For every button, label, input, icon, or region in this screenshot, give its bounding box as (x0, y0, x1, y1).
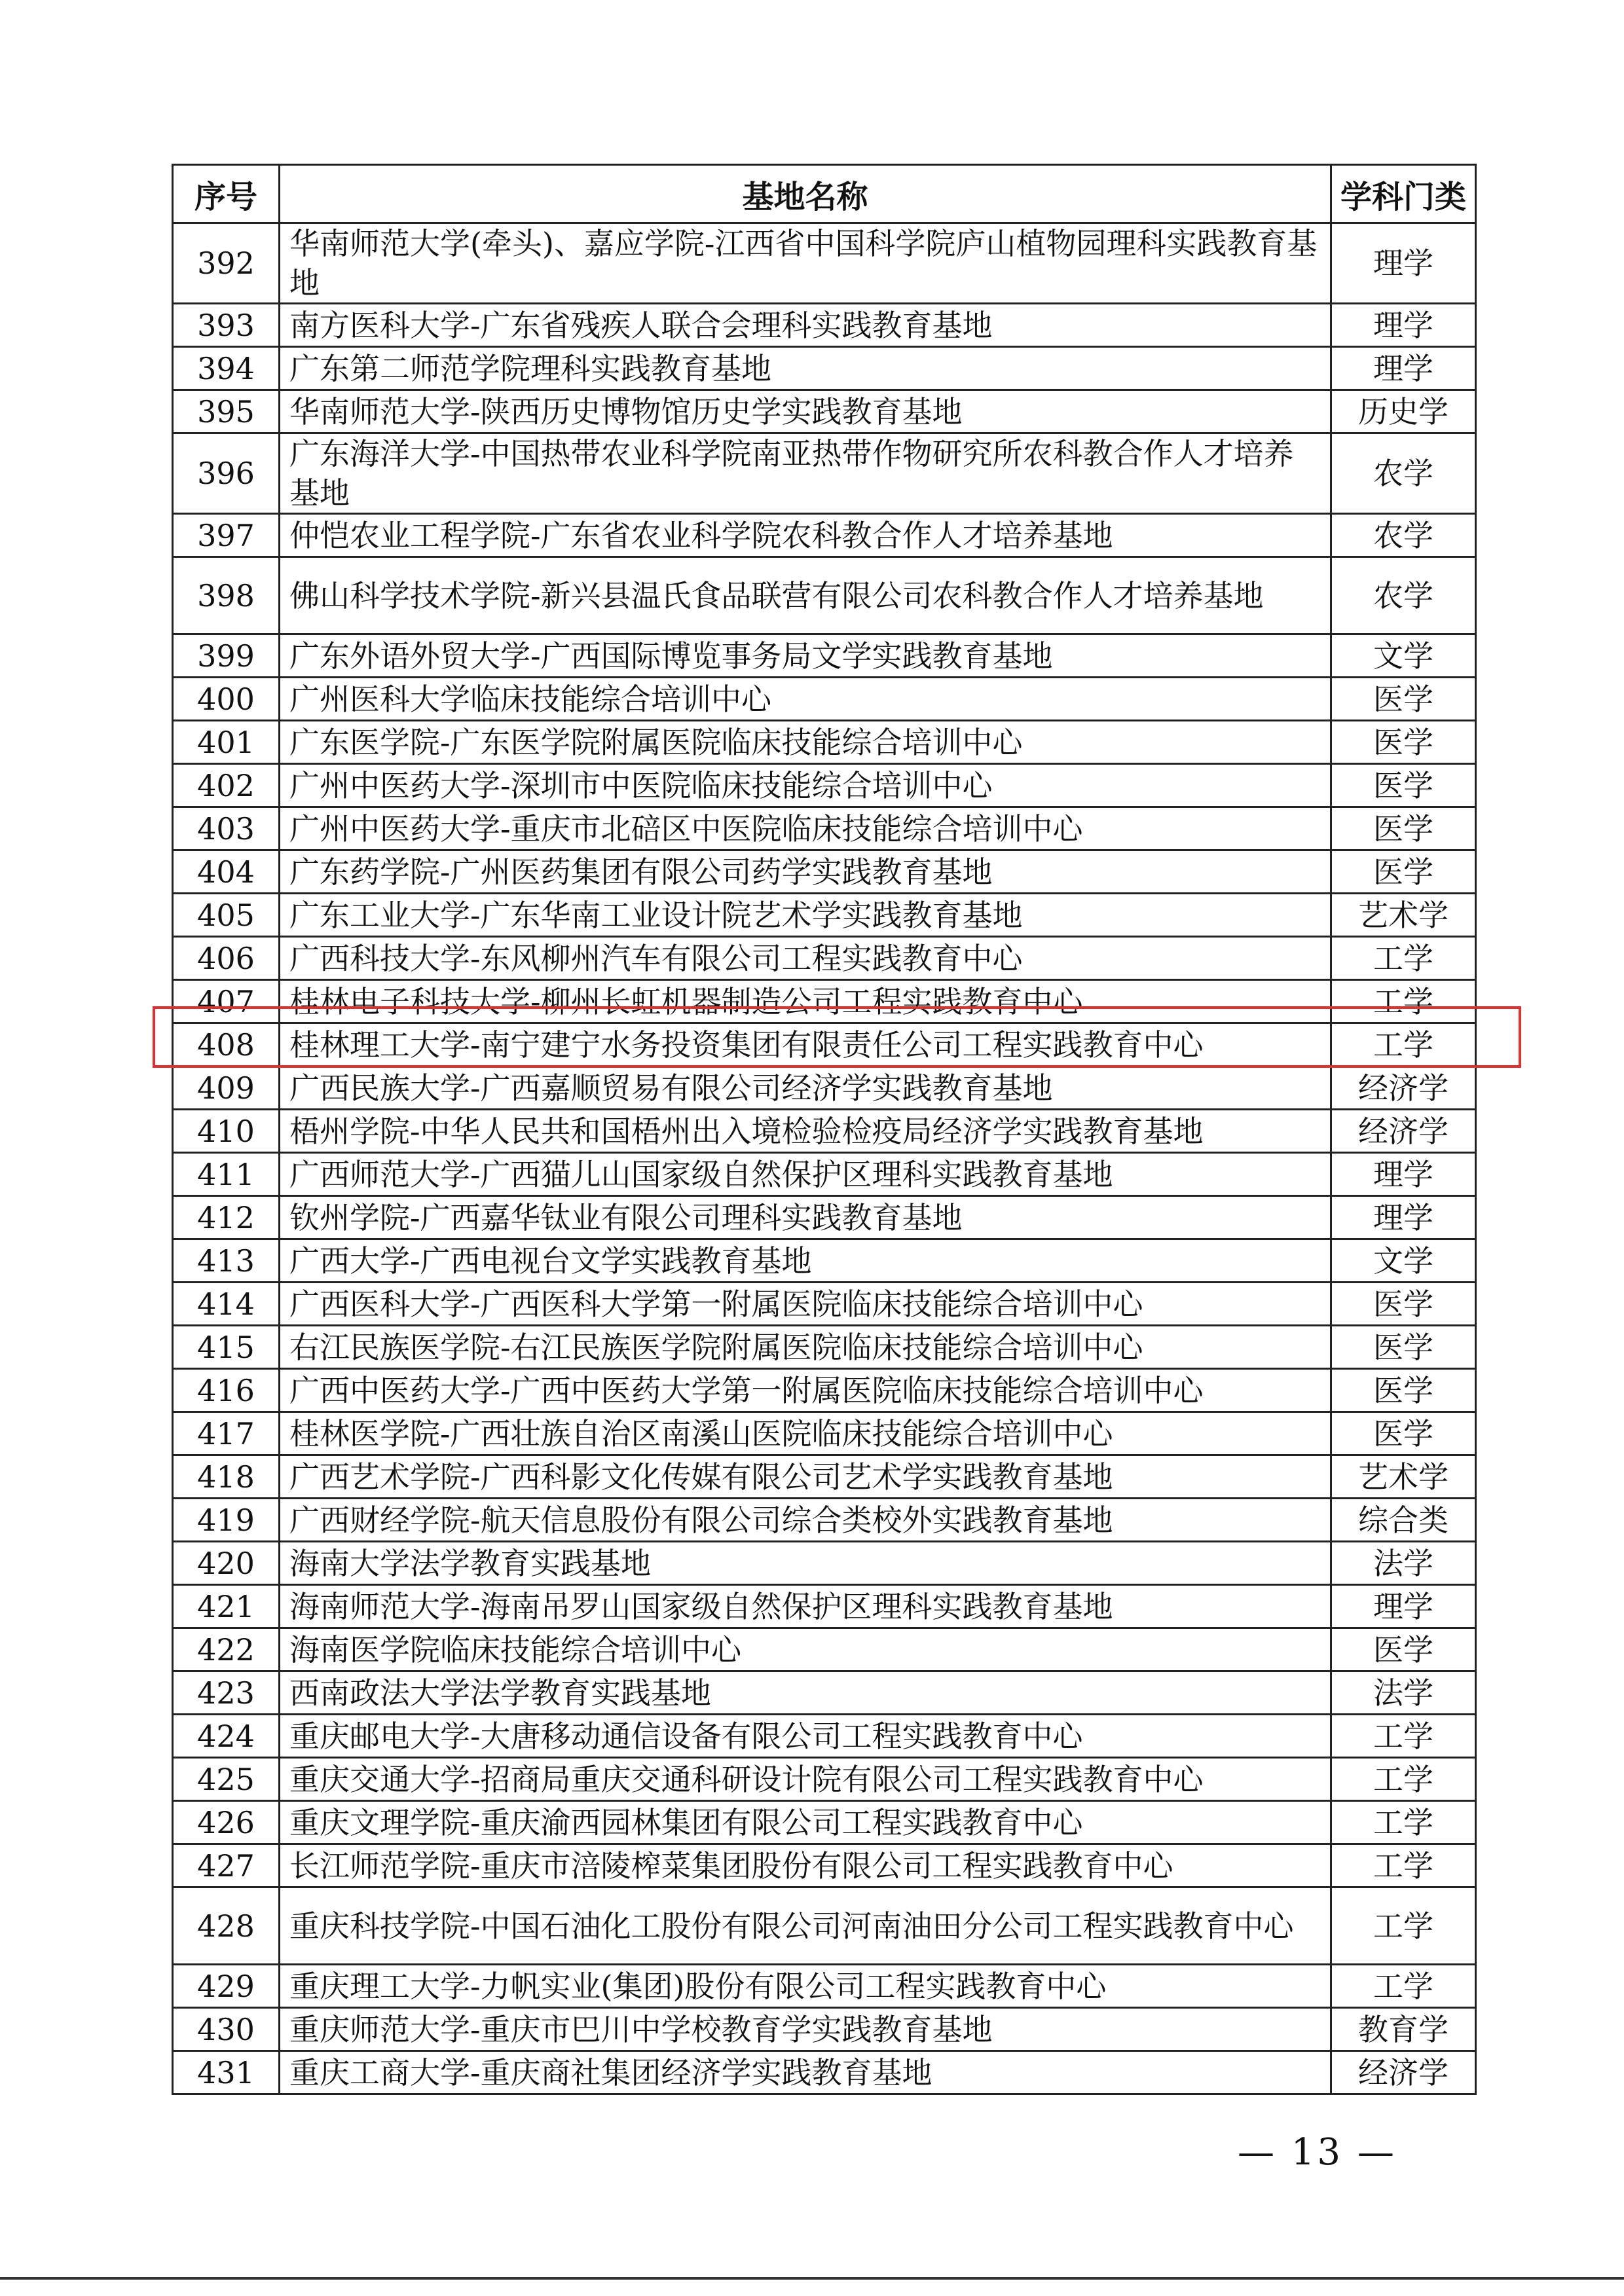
row-base-name: 重庆交通大学-招商局重庆交通科研设计院有限公司工程实践教育中心 (280, 1758, 1331, 1801)
table-row (173, 557, 1476, 634)
row-base-name: 海南医学院临床技能综合培训中心 (280, 1628, 1331, 1671)
row-base-name: 重庆邮电大学-大唐移动通信设备有限公司工程实践教育中心 (280, 1715, 1331, 1758)
row-discipline: 工学 (1331, 937, 1476, 980)
table-row (173, 1887, 1476, 1965)
row-base-name: 重庆工商大学-重庆商社集团经济学实践教育基地 (280, 2051, 1331, 2094)
base-list-table (172, 164, 1477, 2095)
table-row (173, 347, 1476, 390)
row-discipline: 工学 (1331, 1715, 1476, 1758)
row-base-name: 广西艺术学院-广西科影文化传媒有限公司艺术学实践教育基地 (280, 1455, 1331, 1499)
row-number: 416 (173, 1369, 280, 1412)
row-number: 424 (173, 1715, 280, 1758)
table-row (173, 1585, 1476, 1628)
table-body (173, 223, 1476, 2094)
row-discipline: 经济学 (1331, 1066, 1476, 1110)
row-number: 422 (173, 1628, 280, 1671)
table-row (173, 1542, 1476, 1585)
table-row (173, 1844, 1476, 1887)
table-row (173, 937, 1476, 980)
table-row (173, 1110, 1476, 1153)
row-base-name: 重庆文理学院-重庆渝西园林集团有限公司工程实践教育中心 (280, 1801, 1331, 1844)
row-discipline: 工学 (1331, 1758, 1476, 1801)
row-number: 429 (173, 1965, 280, 2008)
table-row (173, 1412, 1476, 1455)
row-discipline: 工学 (1331, 980, 1476, 1023)
row-number: 394 (173, 347, 280, 390)
row-base-name: 广东医学院-广东医学院附属医院临床技能综合培训中心 (280, 721, 1331, 764)
row-base-name: 梧州学院-中华人民共和国梧州出入境检验检疫局经济学实践教育基地 (280, 1110, 1331, 1153)
base-list-table-container (172, 164, 1475, 2095)
table-row (173, 1965, 1476, 2008)
row-number: 428 (173, 1887, 280, 1965)
table-row (173, 1196, 1476, 1239)
row-number: 415 (173, 1326, 280, 1369)
row-discipline: 法学 (1331, 1542, 1476, 1585)
table-row (173, 1153, 1476, 1196)
table-row (173, 850, 1476, 894)
row-base-name: 长江师范学院-重庆市涪陵榨菜集团股份有限公司工程实践教育中心 (280, 1844, 1331, 1887)
row-discipline: 综合类 (1331, 1499, 1476, 1542)
row-base-name: 广西科技大学-东风柳州汽车有限公司工程实践教育中心 (280, 937, 1331, 980)
row-number: 423 (173, 1671, 280, 1715)
row-discipline: 医学 (1331, 1326, 1476, 1369)
row-number: 405 (173, 894, 280, 937)
row-number: 392 (173, 223, 280, 304)
row-discipline: 医学 (1331, 807, 1476, 850)
row-base-name: 佛山科学技术学院-新兴县温氏食品联营有限公司农科教合作人才培养基地 (280, 557, 1331, 634)
row-number: 412 (173, 1196, 280, 1239)
row-base-name: 南方医科大学-广东省残疾人联合会理科实践教育基地 (280, 304, 1331, 347)
row-number: 413 (173, 1239, 280, 1283)
row-discipline: 农学 (1331, 433, 1476, 514)
row-discipline: 文学 (1331, 1239, 1476, 1283)
row-discipline: 工学 (1331, 1844, 1476, 1887)
header-serial-number: 序号 (173, 165, 280, 223)
row-base-name: 海南师范大学-海南吊罗山国家级自然保护区理科实践教育基地 (280, 1585, 1331, 1628)
row-number: 427 (173, 1844, 280, 1887)
row-base-name: 广西医科大学-广西医科大学第一附属医院临床技能综合培训中心 (280, 1283, 1331, 1326)
row-number: 419 (173, 1499, 280, 1542)
table-row (173, 634, 1476, 678)
table-row (173, 1066, 1476, 1110)
header-base-name: 基地名称 (280, 165, 1331, 223)
highlight-box-row-407 (153, 1006, 1521, 1068)
table-row (173, 390, 1476, 433)
row-number: 400 (173, 678, 280, 721)
row-discipline: 理学 (1331, 347, 1476, 390)
row-base-name: 广西民族大学-广西嘉顺贸易有限公司经济学实践教育基地 (280, 1066, 1331, 1110)
row-discipline: 医学 (1331, 678, 1476, 721)
bottom-scan-edge (0, 2277, 1624, 2280)
row-discipline: 医学 (1331, 1369, 1476, 1412)
table-row (173, 678, 1476, 721)
table-row (173, 1239, 1476, 1283)
row-number: 414 (173, 1283, 280, 1326)
table-row (173, 1369, 1476, 1412)
row-base-name: 桂林医学院-广西壮族自治区南溪山医院临床技能综合培训中心 (280, 1412, 1331, 1455)
row-number: 402 (173, 764, 280, 807)
table-row (173, 223, 1476, 304)
table-header-row (173, 165, 1476, 223)
row-discipline: 工学 (1331, 1887, 1476, 1965)
row-number: 418 (173, 1455, 280, 1499)
row-base-name: 广东海洋大学-中国热带农业科学院南亚热带作物研究所农科教合作人才培养基地 (280, 433, 1331, 514)
row-base-name: 广西师范大学-广西猫儿山国家级自然保护区理科实践教育基地 (280, 1153, 1331, 1196)
row-discipline: 经济学 (1331, 1110, 1476, 1153)
row-number: 404 (173, 850, 280, 894)
row-number: 411 (173, 1153, 280, 1196)
row-number: 420 (173, 1542, 280, 1585)
row-base-name: 广州医科大学临床技能综合培训中心 (280, 678, 1331, 721)
row-base-name: 西南政法大学法学教育实践基地 (280, 1671, 1331, 1715)
table-row (173, 1671, 1476, 1715)
row-discipline: 工学 (1331, 1801, 1476, 1844)
row-number: 407 (173, 980, 280, 1023)
table-row (173, 1455, 1476, 1499)
row-discipline: 农学 (1331, 514, 1476, 557)
header-discipline: 学科门类 (1331, 165, 1476, 223)
row-base-name: 海南大学法学教育实践基地 (280, 1542, 1331, 1585)
row-discipline: 理学 (1331, 1196, 1476, 1239)
row-discipline: 法学 (1331, 1671, 1476, 1715)
table-row (173, 1283, 1476, 1326)
table-row (173, 1628, 1476, 1671)
row-base-name: 广西财经学院-航天信息股份有限公司综合类校外实践教育基地 (280, 1499, 1331, 1542)
row-discipline: 理学 (1331, 1585, 1476, 1628)
row-number: 431 (173, 2051, 280, 2094)
table-row (173, 433, 1476, 514)
row-base-name: 华南师范大学-陕西历史博物馆历史学实践教育基地 (280, 390, 1331, 433)
table-row (173, 721, 1476, 764)
row-base-name: 钦州学院-广西嘉华钛业有限公司理科实践教育基地 (280, 1196, 1331, 1239)
row-base-name: 仲恺农业工程学院-广东省农业科学院农科教合作人才培养基地 (280, 514, 1331, 557)
row-base-name: 广州中医药大学-深圳市中医院临床技能综合培训中心 (280, 764, 1331, 807)
table-row (173, 514, 1476, 557)
row-base-name: 华南师范大学(牵头)、嘉应学院-江西省中国科学院庐山植物园理科实践教育基地 (280, 223, 1331, 304)
row-discipline: 医学 (1331, 721, 1476, 764)
row-discipline: 理学 (1331, 304, 1476, 347)
row-discipline: 理学 (1331, 223, 1476, 304)
row-number: 395 (173, 390, 280, 433)
row-discipline: 医学 (1331, 850, 1476, 894)
row-number: 396 (173, 433, 280, 514)
row-discipline: 艺术学 (1331, 894, 1476, 937)
row-discipline: 理学 (1331, 1153, 1476, 1196)
row-discipline: 经济学 (1331, 2051, 1476, 2094)
row-number: 398 (173, 557, 280, 634)
row-number: 393 (173, 304, 280, 347)
table-row (173, 894, 1476, 937)
row-number: 406 (173, 937, 280, 980)
row-base-name: 广东第二师范学院理科实践教育基地 (280, 347, 1331, 390)
table-row (173, 1715, 1476, 1758)
row-base-name: 广东药学院-广州医药集团有限公司药学实践教育基地 (280, 850, 1331, 894)
row-discipline: 医学 (1331, 1412, 1476, 1455)
table-row (173, 764, 1476, 807)
row-base-name: 广东工业大学-广东华南工业设计院艺术学实践教育基地 (280, 894, 1331, 937)
table-row (173, 2008, 1476, 2051)
row-base-name: 右江民族医学院-右江民族医学院附属医院临床技能综合培训中心 (280, 1326, 1331, 1369)
row-number: 399 (173, 634, 280, 678)
row-base-name: 广西大学-广西电视台文学实践教育基地 (280, 1239, 1331, 1283)
row-discipline: 文学 (1331, 634, 1476, 678)
row-base-name: 重庆师范大学-重庆市巴川中学校教育学实践教育基地 (280, 2008, 1331, 2051)
table-row (173, 807, 1476, 850)
row-discipline: 医学 (1331, 764, 1476, 807)
table-row (173, 1326, 1476, 1369)
row-base-name: 广东外语外贸大学-广西国际博览事务局文学实践教育基地 (280, 634, 1331, 678)
row-base-name: 广西中医药大学-广西中医药大学第一附属医院临床技能综合培训中心 (280, 1369, 1331, 1412)
table-row (173, 304, 1476, 347)
page-number: — 13 — (1238, 2131, 1397, 2174)
row-number: 401 (173, 721, 280, 764)
row-number: 408 (173, 1023, 280, 1066)
row-discipline: 医学 (1331, 1283, 1476, 1326)
row-base-name: 桂林电子科技大学-柳州长虹机器制造公司工程实践教育中心 (280, 980, 1331, 1023)
row-number: 403 (173, 807, 280, 850)
row-discipline: 艺术学 (1331, 1455, 1476, 1499)
row-number: 425 (173, 1758, 280, 1801)
row-number: 417 (173, 1412, 280, 1455)
row-discipline: 工学 (1331, 1965, 1476, 2008)
row-base-name: 桂林理工大学-南宁建宁水务投资集团有限责任公司工程实践教育中心 (280, 1023, 1331, 1066)
row-base-name: 广州中医药大学-重庆市北碚区中医院临床技能综合培训中心 (280, 807, 1331, 850)
table-row (173, 1801, 1476, 1844)
table-row (173, 2051, 1476, 2094)
row-number: 409 (173, 1066, 280, 1110)
row-discipline: 历史学 (1331, 390, 1476, 433)
row-base-name: 重庆科技学院-中国石油化工股份有限公司河南油田分公司工程实践教育中心 (280, 1887, 1331, 1965)
row-discipline: 医学 (1331, 1628, 1476, 1671)
table-row (173, 1499, 1476, 1542)
row-number: 397 (173, 514, 280, 557)
row-number: 426 (173, 1801, 280, 1844)
row-discipline: 工学 (1331, 1023, 1476, 1066)
row-discipline: 农学 (1331, 557, 1476, 634)
row-number: 430 (173, 2008, 280, 2051)
row-base-name: 重庆理工大学-力帆实业(集团)股份有限公司工程实践教育中心 (280, 1965, 1331, 2008)
row-number: 410 (173, 1110, 280, 1153)
table-row (173, 1758, 1476, 1801)
row-number: 421 (173, 1585, 280, 1628)
row-discipline: 教育学 (1331, 2008, 1476, 2051)
